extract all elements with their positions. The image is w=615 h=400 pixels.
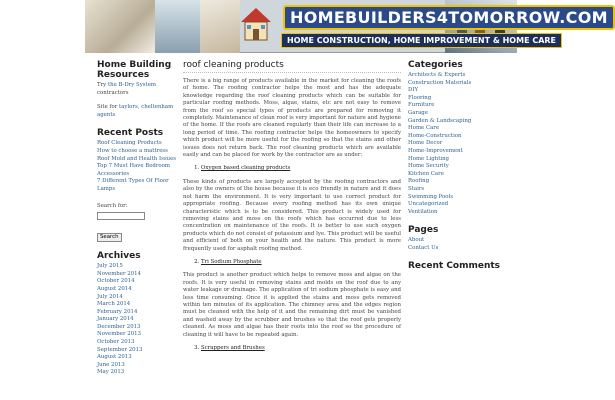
archive-link[interactable]: July 2015 — [97, 263, 123, 270]
archive-link[interactable]: March 2014 — [97, 301, 131, 308]
header-photo-kitchen — [200, 0, 240, 53]
page-link-about[interactable]: About — [408, 237, 425, 244]
left-sidebar — [97, 60, 177, 386]
category-link[interactable]: Roofing — [408, 178, 430, 185]
archives-title: Archives — [97, 251, 141, 262]
recent-post-link[interactable]: Roof Mold and Health Issues — [97, 155, 177, 162]
archives-widget — [97, 251, 177, 377]
recent-post-link[interactable]: Top 7 Must Have Bedroom Accessories — [97, 163, 171, 177]
resource-item — [97, 104, 177, 119]
category-link[interactable]: Construction Materials — [408, 79, 472, 86]
search-button[interactable]: Search — [97, 233, 122, 242]
recent-post-link[interactable]: 7 Different Types Of Floor Lamps — [97, 178, 169, 192]
post-list-item: 3. Scrappers and Brushes — [201, 345, 401, 352]
archive-link[interactable]: December 2013 — [97, 323, 141, 330]
post-paragraph: These kinds of products are largely accepted by the roofing contractors and also by the owners of the house because it is eco friendly in nature and it does not harm the environment. It is very important to use correct product for appropriate roofing. Because every roofing method has its own unique characteristic which is to be considered. This product is widely used for removing stains and moss on the roofs which has occurred due to less concentration on maintenance of the roofs. It is better to use such oxygen products which do not consist of potassium and lye. This product will be useful and efficient of both on your health and the nature. This product is more frequently used for asphalt roofing method. — [183, 178, 401, 252]
header-photo-interior — [85, 0, 155, 53]
archive-link[interactable]: January 2014 — [97, 316, 134, 323]
post-title[interactable]: roof cleaning products — [183, 60, 401, 73]
category-link[interactable]: Garden & Landscaping — [408, 117, 472, 124]
archive-link[interactable]: November 2014 — [97, 270, 141, 277]
site-title[interactable]: HOMEBUILDERS4TOMORROW.COM — [283, 5, 615, 30]
recent-post-link[interactable]: Roof Cleaning Products — [97, 140, 162, 147]
category-link[interactable]: Kitchen Care — [408, 170, 444, 177]
post-list — [183, 345, 401, 352]
post-list — [183, 165, 401, 172]
categories-widget — [408, 60, 508, 216]
post-article — [183, 60, 401, 358]
post-list-item: 2. Tri Sodium Phosphate — [201, 259, 401, 266]
pages-list — [408, 237, 508, 252]
site-logo[interactable] — [235, 2, 608, 52]
archive-link[interactable]: August 2013 — [97, 354, 132, 361]
resource-link-taylors[interactable]: taylors, cheltenham agents — [97, 104, 174, 118]
archive-link[interactable]: August 2014 — [97, 285, 132, 292]
pages-title: Pages — [408, 225, 439, 236]
recent-posts-widget — [97, 128, 177, 193]
category-link[interactable]: Home-Improvement — [408, 147, 463, 154]
category-link[interactable]: Garage — [408, 109, 428, 116]
category-link[interactable]: Ventilation — [408, 208, 438, 215]
page-link-contact[interactable]: Contact Us — [408, 244, 439, 251]
category-link[interactable]: Home Decor — [408, 140, 443, 147]
search-label: Search for: — [97, 202, 128, 209]
recent-posts-list — [97, 140, 177, 193]
post-list — [183, 259, 401, 266]
building-resources-title: Home Building Resources — [97, 60, 172, 80]
category-link[interactable]: Uncategorized — [408, 201, 449, 208]
resource-item — [97, 82, 177, 97]
category-link[interactable]: Home Lighting — [408, 155, 450, 162]
category-link[interactable]: Home-Construction — [408, 132, 462, 139]
recent-comments-widget — [408, 261, 508, 271]
archive-link[interactable]: October 2013 — [97, 339, 135, 346]
archive-link[interactable]: October 2014 — [97, 278, 135, 285]
archive-link[interactable]: June 2013 — [97, 361, 125, 368]
site-tagline: HOME CONSTRUCTION, HOME IMPROVEMENT & HOME CARE — [281, 33, 562, 48]
post-list-item: 1. Oxygen based cleaning products — [201, 165, 401, 172]
category-link[interactable]: Architects & Experts — [408, 72, 466, 78]
archive-link[interactable]: July 2014 — [97, 293, 123, 300]
building-resources-widget — [97, 60, 177, 119]
resource-text: contractors — [97, 89, 129, 96]
pages-widget — [408, 225, 508, 252]
resource-link-bdry[interactable]: the B-Dry System — [107, 82, 156, 88]
right-sidebar — [408, 60, 508, 280]
header-banner[interactable] — [85, 0, 608, 53]
search-widget — [97, 203, 177, 243]
archive-link[interactable]: May 2013 — [97, 369, 125, 376]
category-link[interactable]: Flooring — [408, 94, 432, 101]
archives-list — [97, 263, 177, 377]
recent-comments-title: Recent Comments — [408, 261, 501, 272]
resource-text: Try — [97, 82, 108, 88]
category-link[interactable]: Stairs — [408, 185, 425, 192]
header-photo-room — [155, 0, 200, 53]
post-paragraph: There is a big range of products available in the market for cleaning the roofs of home. The roofing contractor helps the most and has the adequate knowledge regarding the roof cleaning products which can be suitable for particular roofing methods. Moss, algae, stains, etc are not easy to remove from the roof so special types of products are prepared for removing it completely. Maintenance of clean roof is very important for nature and hygiene of the home. If the roofs are cleaned regularly than their life can increase to a long period of time. The roofing contractor helps the homeowners to specify which product will be more useful for the roofing so that the stains and other issues does not return back. The roof cleaning products which are available easily and can be placed for work by the contractor are as under: — [183, 78, 401, 159]
archive-link[interactable]: February 2014 — [97, 308, 138, 315]
search-input[interactable] — [97, 212, 145, 220]
house-icon — [239, 6, 273, 46]
archive-link[interactable]: September 2013 — [97, 346, 143, 353]
category-link[interactable]: Home Security — [408, 163, 449, 170]
categories-title: Categories — [408, 60, 463, 70]
resource-text: Site for — [97, 104, 120, 111]
recent-post-link[interactable]: How to choose a mattress — [97, 147, 168, 154]
archive-link[interactable]: November 2013 — [97, 331, 141, 338]
category-link[interactable]: Swimming Pools — [408, 193, 454, 200]
recent-posts-title: Recent Posts — [97, 128, 164, 139]
category-link[interactable]: DIY — [408, 87, 419, 94]
category-link[interactable]: Furniture — [408, 102, 435, 109]
post-paragraph: This product is another product which helps to remove moss and algae on the roofs. It is very useful in removing stains and molds on the roof due to any water leakage or drainage. The application of tri sodium phosphate is easy and less time consuming. Once it is applied the stains and moss gets removed within ten minutes of its application. The chimney area and the edges region must be cleaned with the help of it and the remaining dirt must be vanished and washed away by the scrubber and brushes so that the roof gets properly cleaned. As moss and algae has their roots into the roof so the procedure of cleaning it will have to be repeated again. — [183, 272, 401, 338]
categories-list — [408, 72, 508, 216]
category-link[interactable]: Home Care — [408, 125, 440, 132]
